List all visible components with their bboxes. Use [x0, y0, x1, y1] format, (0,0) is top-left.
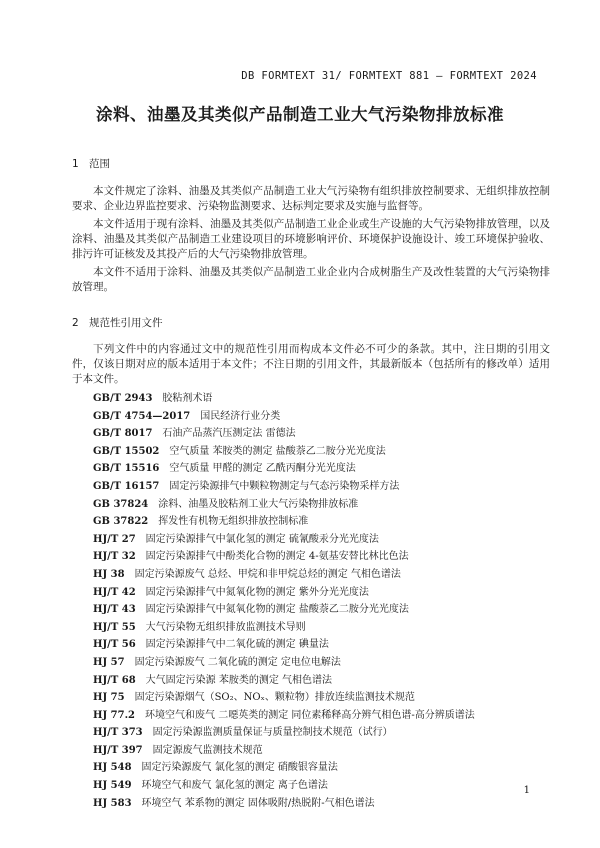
reference-title: 固定污染源监测质量保证与质量控制技术规范（试行）	[152, 727, 393, 739]
reference-code: GB 37822	[93, 516, 149, 528]
reference-title: 固定源废气监测技术规范	[152, 744, 263, 756]
reference-title: 环境空气 苯系物的测定 固体吸附/热脱附-气相色谱法	[141, 797, 375, 809]
reference-code: GB/T 15502	[93, 445, 160, 457]
section-2-title: 规范性引用文件	[89, 317, 163, 329]
reference-list	[93, 390, 475, 812]
reference-item	[93, 654, 475, 672]
reference-code: HJ/T 55	[93, 621, 136, 633]
reference-item	[93, 390, 475, 408]
section-1-paragraph-1: 本文件规定了涂料、油墨及其类似产品制造工业大气污染物有组织排放控制要求、无组织排放控制要求、企业边界监控要求、污染物监测要求、达标判定要求及实施与监督等。	[72, 185, 550, 212]
reference-title: 空气质量 甲醛的测定 乙酰丙酮分光光度法	[169, 463, 356, 475]
section-1-heading	[72, 156, 110, 171]
reference-title: 环境空气和废气 氯化氢的测定 离子色谱法	[141, 780, 328, 792]
reference-code: GB/T 2943	[93, 393, 153, 404]
reference-code: HJ/T 373	[93, 727, 143, 739]
reference-title: 固定污染源排气中酚类化合物的测定 4-氨基安替比林比色法	[145, 551, 409, 563]
reference-title: 固定污染源排气中二氧化硫的测定 碘量法	[145, 639, 329, 651]
reference-code: HJ/T 27	[93, 533, 136, 545]
reference-title: 固定污染源排气中氮氧化物的测定 紫外分光光度法	[145, 586, 369, 598]
reference-code: HJ 38	[93, 568, 125, 580]
reference-code: GB/T 8017	[93, 428, 153, 440]
reference-code: HJ/T 43	[93, 604, 136, 616]
reference-code: HJ 75	[93, 692, 125, 704]
reference-item	[93, 777, 475, 795]
reference-item	[93, 548, 475, 566]
reference-item	[93, 742, 475, 760]
reference-code: HJ/T 42	[93, 586, 136, 598]
reference-title: 固定污染源排气中颗粒物测定与气态污染物采样方法	[169, 480, 400, 492]
reference-item	[93, 531, 475, 549]
reference-item	[93, 672, 475, 690]
reference-item	[93, 724, 475, 742]
reference-title: 固定污染源排气中氯化氢的测定 硫氰酸汞分光光度法	[145, 533, 379, 545]
reference-code: HJ 57	[93, 656, 125, 668]
reference-item	[93, 636, 475, 654]
reference-item	[93, 795, 475, 813]
section-2-heading	[72, 315, 163, 330]
reference-item	[93, 619, 475, 637]
reference-title: 胶粘剂术语	[162, 393, 213, 404]
reference-code: GB/T 15516	[93, 463, 160, 475]
section-1-paragraph-3: 本文件不适用于涂料、油墨及其类似产品制造工业企业内合成树脂生产及改性装置的大气污染物排放管理。	[72, 266, 550, 293]
page-number: 1	[523, 785, 530, 796]
reference-title: 固定污染源废气 氯化氢的测定 硝酸银容量法	[141, 762, 338, 774]
reference-title: 大气污染物无组织排放监测技术导则	[145, 621, 306, 633]
reference-item	[93, 425, 475, 443]
section-2-intro: 下列文件中的内容通过文中的规范性引用而构成本文件必不可少的条款。其中，注日期的引用文件，仅该日期对应的版本适用于本文件；不注日期的引用文件，其最新版本（包括所有的修改单）适用于本文件。	[72, 343, 550, 385]
section-1-title: 范围	[89, 158, 110, 170]
reference-title: 涂料、油墨及胶粘剂工业大气污染物排放标准	[158, 498, 359, 510]
reference-item	[93, 601, 475, 619]
reference-item	[93, 707, 475, 725]
reference-item	[93, 566, 475, 584]
reference-item	[93, 443, 475, 461]
reference-code: HJ/T 397	[93, 744, 143, 756]
section-2-number: 2	[72, 317, 79, 329]
reference-item	[93, 584, 475, 602]
document-header: DB FORMTEXT 31/ FORMTEXT 881 — FORMTEXT 2024	[241, 70, 537, 82]
reference-code: GB/T 4754—2017	[93, 410, 191, 422]
reference-item	[93, 408, 475, 426]
reference-code: HJ/T 68	[93, 674, 136, 686]
reference-code: GB/T 16157	[93, 480, 160, 492]
reference-code: HJ/T 56	[93, 639, 136, 651]
reference-code: HJ/T 32	[93, 551, 136, 563]
reference-code: HJ 77.2	[93, 709, 136, 721]
reference-title: 空气质量 苯胺类的测定 盐酸萘乙二胺分光光度法	[169, 445, 386, 457]
reference-code: HJ 549	[93, 780, 132, 792]
section-1-number: 1	[72, 158, 79, 170]
reference-item	[93, 460, 475, 478]
reference-code: GB 37824	[93, 498, 149, 510]
reference-title: 挥发性有机物无组织排放控制标准	[158, 516, 309, 528]
reference-item	[93, 478, 475, 496]
section-1-paragraph-2: 本文件适用于现有涂料、油墨及其类似产品制造工业企业或生产设施的大气污染物排放管理，以及涂料、油墨及其类似产品制造工业建设项目的环境影响评价、环境保护设施设计、竣工环境保护验收、排污许可证核发及其投产后的大气污染物排放管理。	[72, 218, 550, 260]
reference-code: HJ 548	[93, 762, 132, 774]
reference-item	[93, 496, 475, 514]
reference-item	[93, 689, 475, 707]
reference-title: 大气固定污染源 苯胺类的测定 气相色谱法	[145, 674, 333, 686]
reference-title: 石油产品蒸汽压测定法 雷德法	[162, 428, 296, 440]
reference-title: 环境空气和废气 二噁英类的测定 同位素稀释高分辨气相色谱-高分辨质谱法	[145, 709, 475, 721]
reference-title: 固定污染源废气 二氧化硫的测定 定电位电解法	[134, 656, 341, 668]
reference-code: HJ 583	[93, 797, 132, 809]
reference-title: 固定污染源废气 总烃、甲烷和非甲烷总烃的测定 气相色谱法	[134, 568, 401, 580]
reference-title: 固定污染源排气中氮氧化物的测定 盐酸萘乙二胺分光光度法	[145, 604, 409, 616]
page-title: 涂料、油墨及其类似产品制造工业大气污染物排放标准	[96, 105, 504, 124]
reference-item	[93, 759, 475, 777]
reference-item	[93, 513, 475, 531]
reference-title: 国民经济行业分类	[200, 410, 281, 422]
reference-title: 固定污染源烟气（SO₂、NOₓ、颗粒物）排放连续监测技术规范	[134, 692, 415, 704]
